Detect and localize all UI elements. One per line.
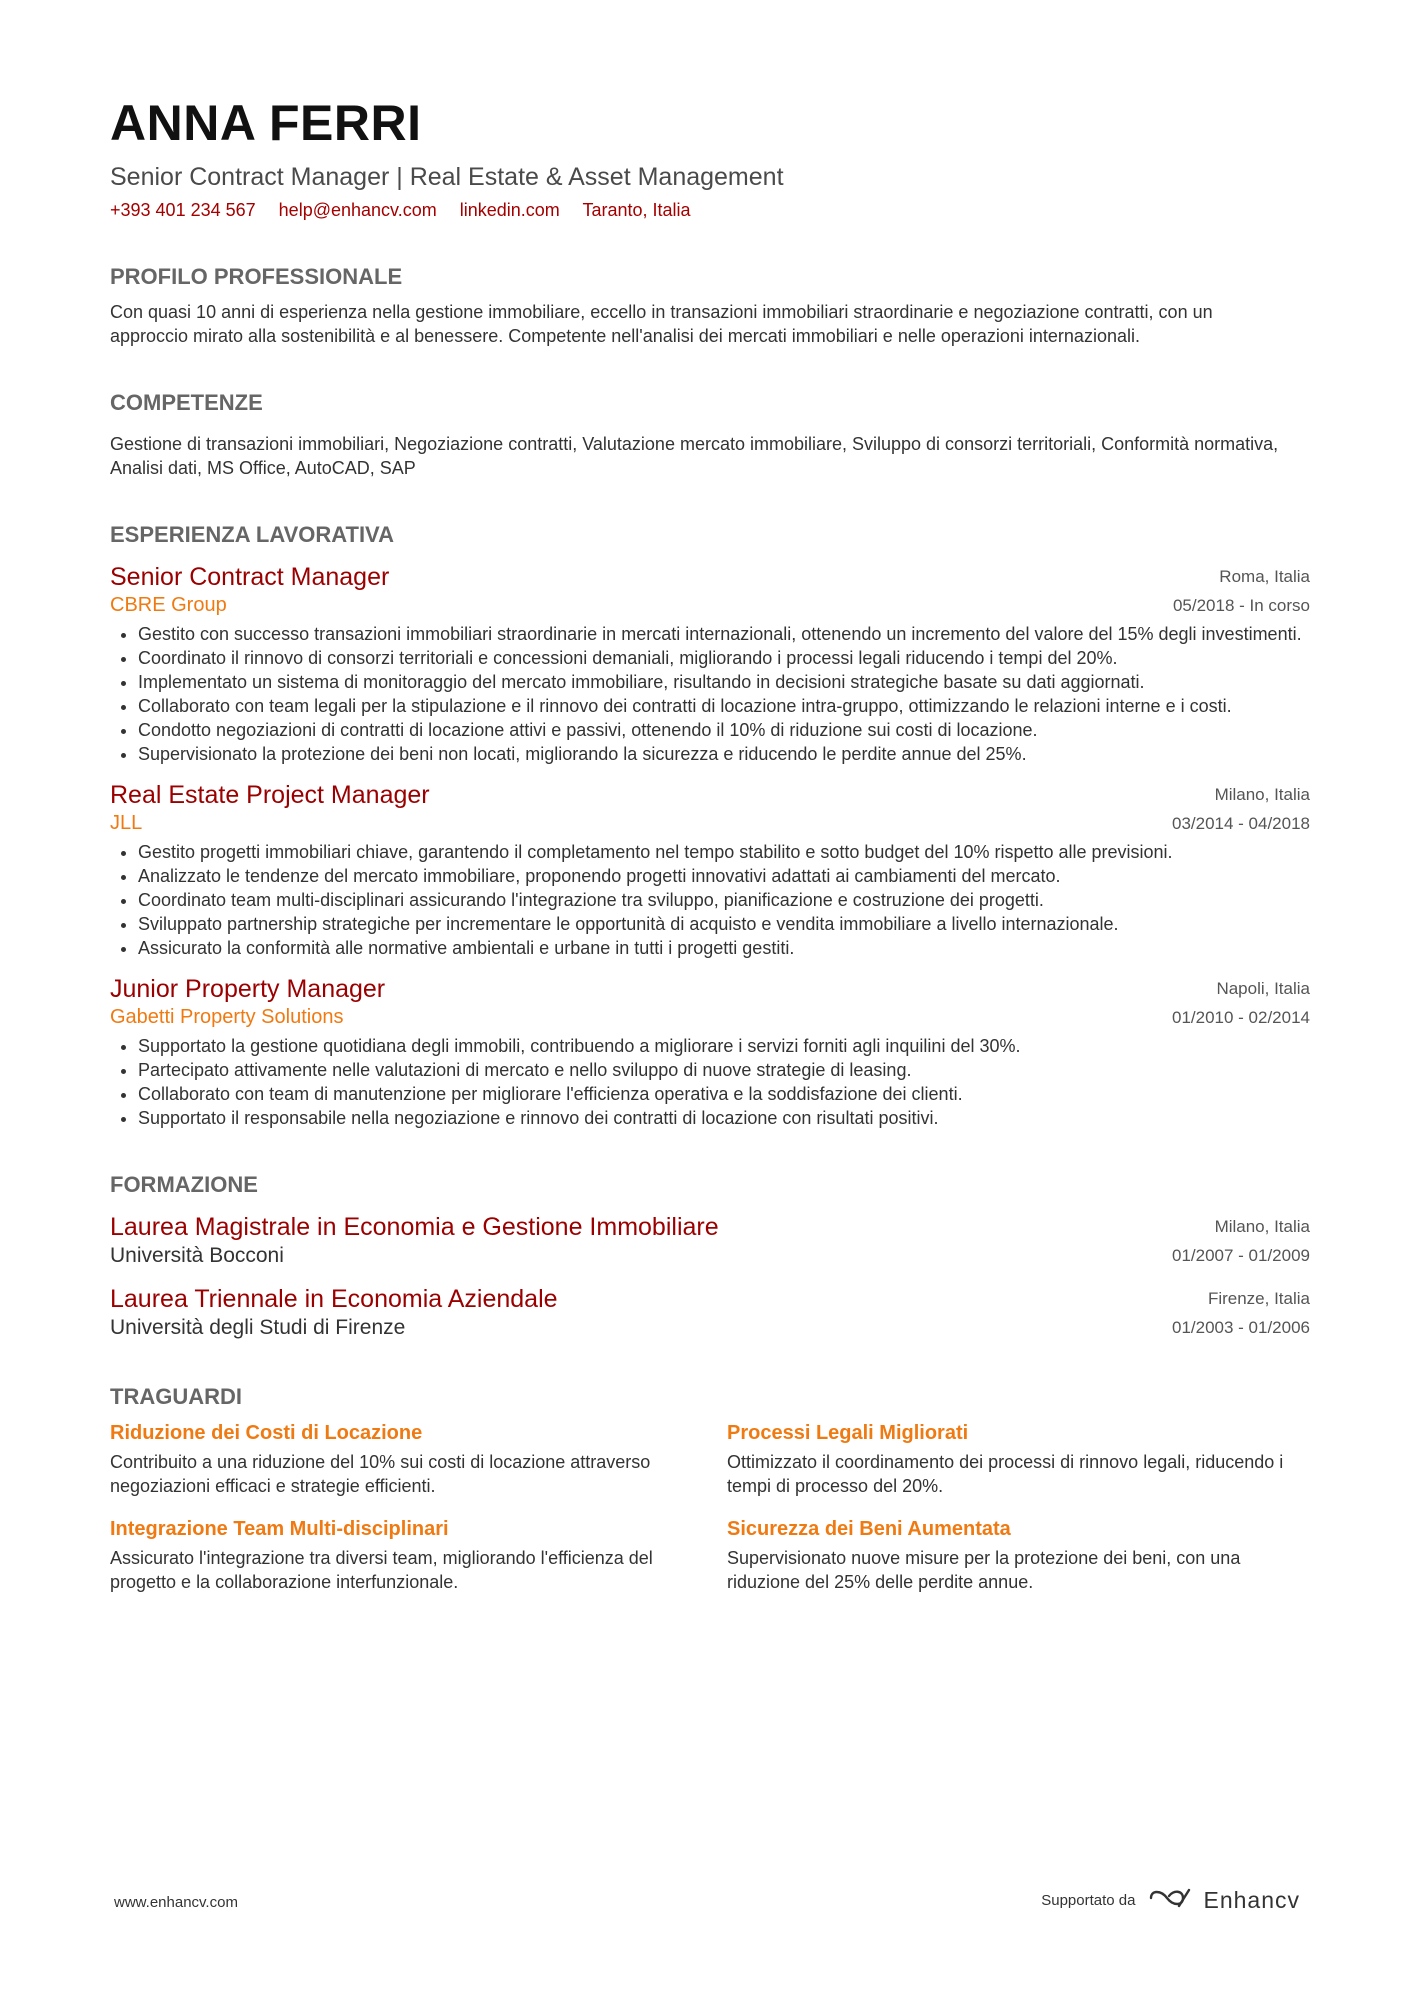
- achievement-item: [727, 1516, 1307, 1594]
- job-meta: [1172, 974, 1310, 1032]
- education-location: Milano, Italia: [1214, 1216, 1310, 1236]
- supported-by-text: Supportato da: [1041, 1891, 1136, 1909]
- job-bullets: [110, 622, 1310, 766]
- section-title: ESPERIENZA LAVORATIVA: [110, 521, 394, 547]
- school-name: Università Bocconi: [110, 1243, 284, 1267]
- contact-info: [110, 200, 1310, 222]
- brand-name: Enhancv: [1203, 1886, 1300, 1913]
- resume-page: [110, 95, 1310, 1594]
- list-item: • Implementato un sistema di monitoraggio del mercato immobiliare, risultando in decisioni strategiche basate su dati aggiornati.: [138, 670, 1310, 694]
- job-meta: [1173, 562, 1310, 620]
- phone-link[interactable]: +393 401 234 567: [110, 200, 256, 220]
- achievement-title: Processi Legali Migliorati: [727, 1421, 969, 1444]
- section-title: PROFILO PROFESSIONALE: [110, 263, 403, 289]
- list-item: • Condotto negoziazioni di contratti di locazione attivi e passivi, ottenendo il 10% di riduzione sui costi di locazione.: [138, 718, 1310, 742]
- achievement-item: [110, 1420, 727, 1498]
- job-bullets: [110, 840, 1310, 960]
- list-item: • Sviluppato partnership strategiche per incrementare le opportunità di acquisto e vendita immobiliare a livello internazionale.: [138, 912, 1310, 936]
- profile-text: Con quasi 10 anni di esperienza nella gestione immobiliare, eccello in transazioni immobiliari straordinarie e negoziazione contratti, con un approccio mirato alla sostenibilità e al benessere. Competente nell'analisi dei mercati immobiliari e nelle operazioni internazionali.: [110, 301, 1213, 346]
- list-item: • Coordinato il rinnovo di consorzi territoriali e concessioni demaniali, migliorando i processi legali riducendo i tempi del 20%.: [138, 646, 1310, 670]
- list-item: • Analizzato le tendenze del mercato immobiliare, proponendo progetti innovativi adattati ai cambiamenti del mercato.: [138, 864, 1310, 888]
- experience-section: [110, 522, 1310, 1130]
- company-name: JLL: [110, 811, 143, 834]
- education-dates: 01/2003 - 01/2006: [1171, 1317, 1310, 1337]
- achievement-title: Riduzione dei Costi di Locazione: [110, 1421, 423, 1444]
- degree-title: Laurea Triennale in Economia Aziendale: [110, 1284, 558, 1313]
- achievement-item: [110, 1516, 727, 1594]
- achievement-title: Integrazione Team Multi-disciplinari: [110, 1517, 449, 1540]
- education-location: Firenze, Italia: [1207, 1288, 1310, 1308]
- section-title: TRAGUARDI: [110, 1383, 242, 1409]
- candidate-name: ANNA FERRI: [110, 95, 422, 151]
- candidate-headline: Senior Contract Manager | Real Estate & Asset Management: [110, 163, 784, 191]
- list-item: • Collaborato con team di manutenzione per migliorare l'efficienza operativa e la soddisfazione dei clienti.: [138, 1082, 1310, 1106]
- company-name: Gabetti Property Solutions: [110, 1005, 344, 1028]
- achievement-title: Sicurezza dei Beni Aumentata: [727, 1517, 1011, 1540]
- skills-text: Gestione di transazioni immobiliari, Negoziazione contratti, Valutazione mercato immobiliare, Sviluppo di consorzi territoriali, Conformità normativa, Analisi dati, MS Office, AutoCAD, SAP: [110, 433, 1279, 478]
- list-item: • Collaborato con team legali per la stipulazione e il rinnovo dei contratti di locazione intra-gruppo, ottimizzando le relazioni interne e i costi.: [138, 694, 1310, 718]
- list-item: • Gestito progetti immobiliari chiave, garantendo il completamento nel tempo stabilito e sotto budget del 10% rispetto alle previsioni.: [138, 840, 1310, 864]
- job-bullets: [110, 1034, 1310, 1130]
- education-section: [110, 1172, 1310, 1342]
- job-title: Senior Contract Manager: [110, 562, 390, 591]
- job-entry: [110, 974, 1310, 1130]
- achievements-section: [110, 1384, 1310, 1594]
- education-meta: [1172, 1284, 1310, 1342]
- job-entry: [110, 780, 1310, 960]
- education-dates: 01/2007 - 01/2009: [1171, 1245, 1310, 1265]
- achievements-grid: [110, 1420, 1310, 1594]
- job-title: Junior Property Manager: [110, 974, 386, 1003]
- job-dates: 01/2010 - 02/2014: [1171, 1007, 1310, 1027]
- list-item: • Supervisionato la protezione dei beni non locati, migliorando la sicurezza e riducendo le perdite annue del 25%.: [138, 742, 1310, 766]
- footer-branding: [1041, 1886, 1300, 1914]
- section-title: COMPETENZE: [110, 389, 263, 415]
- job-entry: [110, 562, 1310, 766]
- job-location: Milano, Italia: [1214, 784, 1310, 804]
- list-item: • Partecipato attivamente nelle valutazioni di mercato e nello sviluppo di nuove strategie di leasing.: [138, 1058, 1310, 1082]
- achievement-text: Supervisionato nuove misure per la protezione dei beni, con una riduzione del 25% delle perdite annue.: [727, 1547, 1241, 1592]
- company-name: CBRE Group: [110, 593, 227, 616]
- education-entry: [110, 1284, 1310, 1342]
- achievement-item: [727, 1420, 1307, 1498]
- achievement-text: Assicurato l'integrazione tra diversi team, migliorando l'efficienza del progetto e la collaborazione interfunzionale.: [110, 1547, 653, 1592]
- job-meta: [1172, 780, 1310, 838]
- list-item: • Gestito con successo transazioni immobiliari straordinarie in mercati internazionali, ottenendo un incremento del valore del 15% degli investimenti.: [138, 622, 1310, 646]
- achievement-text: Ottimizzato il coordinamento dei processi di rinnovo legali, riducendo i tempi di processo del 20%.: [727, 1451, 1284, 1496]
- email-link[interactable]: help@enhancv.com: [278, 200, 437, 220]
- list-item: • Assicurato la conformità alle normative ambientali e urbane in tutti i progetti gestiti.: [138, 936, 1310, 960]
- achievement-text: Contribuito a una riduzione del 10% sui costi di locazione attraverso negoziazioni efficaci e strategie efficienti.: [110, 1451, 651, 1496]
- job-location: Napoli, Italia: [1216, 978, 1310, 998]
- education-entry: [110, 1212, 1310, 1270]
- profile-section: [110, 264, 1310, 348]
- linkedin-link[interactable]: linkedin.com: [459, 200, 560, 220]
- list-item: • Supportato la gestione quotidiana degli immobili, contribuendo a migliorare i servizi forniti agli inquilini del 30%.: [138, 1034, 1310, 1058]
- section-title: FORMAZIONE: [110, 1171, 258, 1197]
- list-item: • Supportato il responsabile nella negoziazione e rinnovo dei contratti di locazione con risultati positivi.: [138, 1106, 1310, 1130]
- school-name: Università degli Studi di Firenze: [110, 1315, 406, 1339]
- skills-section: [110, 390, 1310, 480]
- job-location: Roma, Italia: [1219, 566, 1310, 586]
- footer-website[interactable]: www.enhancv.com: [114, 1894, 238, 1911]
- education-meta: [1172, 1212, 1310, 1270]
- job-dates: 03/2014 - 04/2018: [1171, 813, 1310, 833]
- list-item: • Coordinato team multi-disciplinari assicurando l'integrazione tra sviluppo, pianificazione e costruzione dei progetti.: [138, 888, 1310, 912]
- job-dates: 05/2018 - In corso: [1172, 595, 1310, 615]
- location-text: Taranto, Italia: [582, 200, 691, 220]
- job-title: Real Estate Project Manager: [110, 780, 430, 809]
- degree-title: Laurea Magistrale in Economia e Gestione Immobiliare: [110, 1212, 719, 1241]
- enhancv-logo-icon: [1147, 1886, 1193, 1914]
